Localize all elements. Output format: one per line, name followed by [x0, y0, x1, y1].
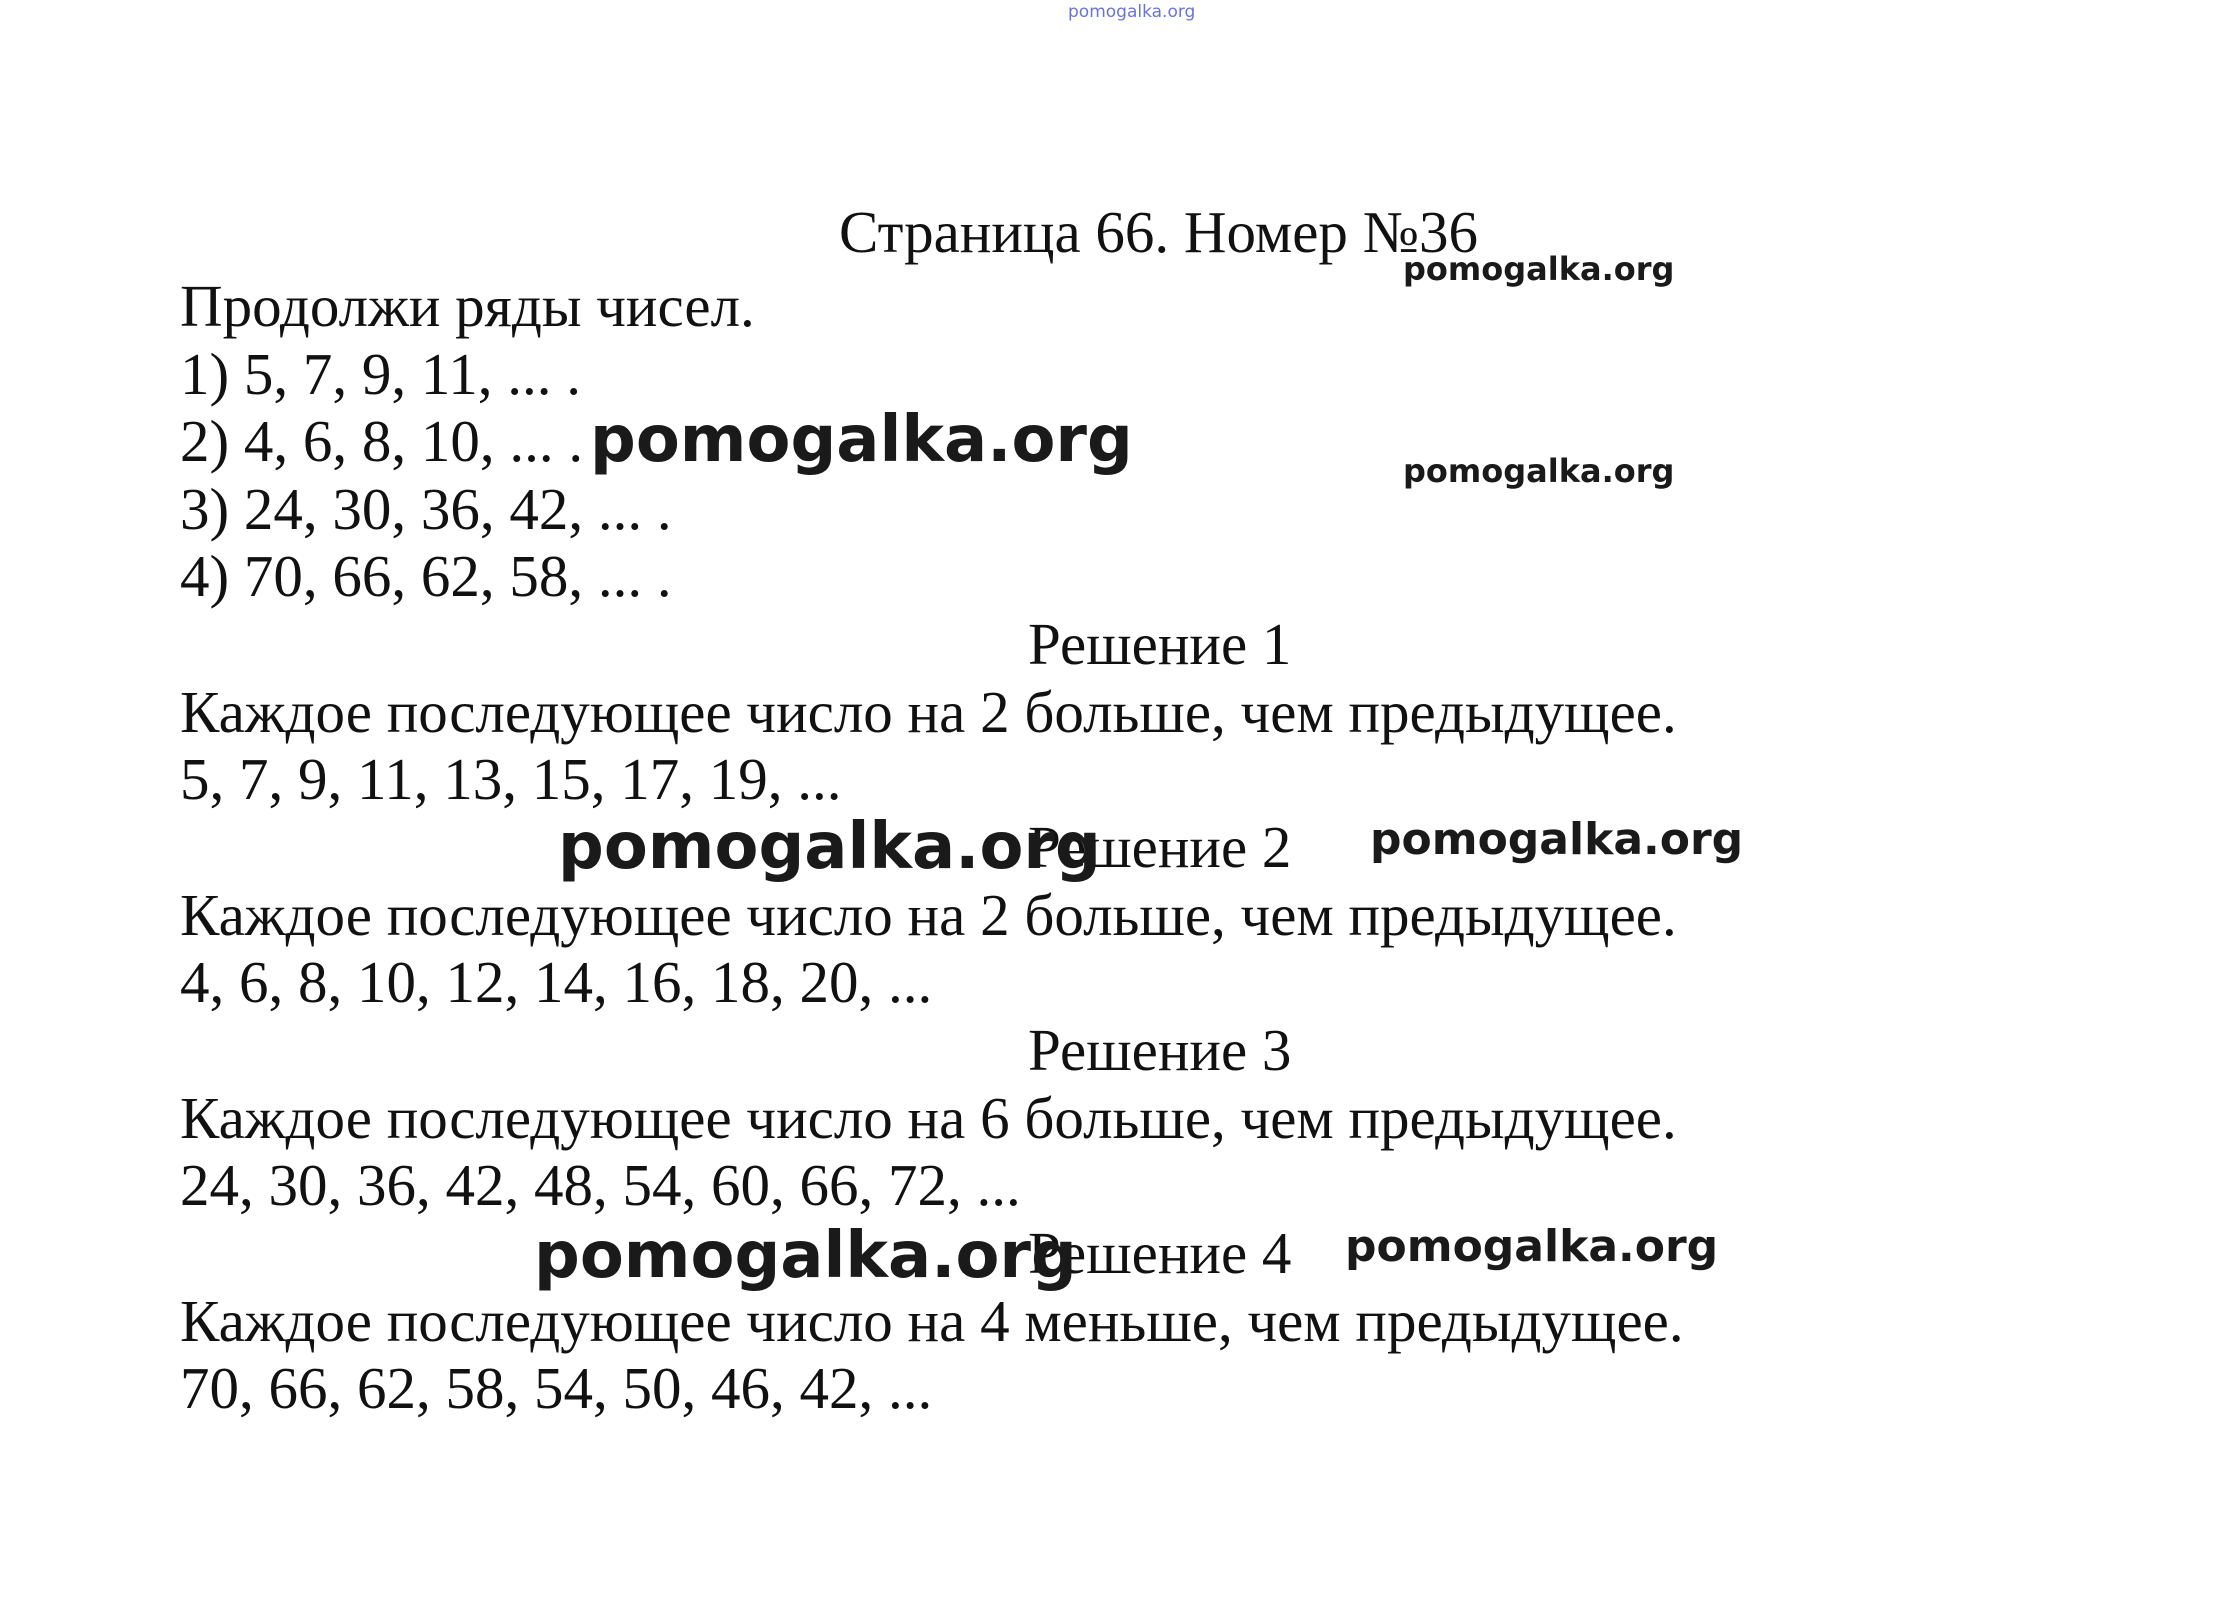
task-item-4: 4) 70, 66, 62, 58, ... .	[180, 543, 672, 609]
page-title: Страница 66. Номер №36	[839, 199, 1478, 265]
watermark-text: pomogalka.org	[1370, 814, 1744, 865]
watermark-text: pomogalka.org	[1345, 1221, 1719, 1272]
watermark-text: pomogalka.org	[534, 1219, 1077, 1293]
solution-3-sequence: 24, 30, 36, 42, 48, 54, 60, 66, 72, ...	[180, 1152, 1021, 1218]
watermark-text: pomogalka.org	[1403, 452, 1675, 490]
task-item-2: 2) 4, 6, 8, 10, ... .	[180, 408, 584, 474]
solution-1-heading: Решение 1	[1028, 611, 1292, 677]
watermark-text: pomogalka.org	[558, 810, 1101, 884]
header-watermark: pomogalka.org	[1068, 2, 1196, 22]
solution-1-sequence: 5, 7, 9, 11, 13, 15, 17, 19, ...	[180, 746, 842, 812]
solution-4-sequence: 70, 66, 62, 58, 54, 50, 46, 42, ...	[180, 1355, 933, 1421]
solution-4-heading: Решение 4	[1028, 1220, 1292, 1286]
solution-2-explanation: Каждое последующее число на 2 больше, чем предыдущее.	[180, 882, 1677, 948]
watermark-text: pomogalka.org	[590, 403, 1133, 477]
watermark-text: pomogalka.org	[1403, 250, 1675, 288]
solution-2-sequence: 4, 6, 8, 10, 12, 14, 16, 18, 20, ...	[180, 949, 933, 1015]
task-item-3: 3) 24, 30, 36, 42, ... .	[180, 476, 672, 542]
solution-1-explanation: Каждое последующее число на 2 больше, чем предыдущее.	[180, 679, 1677, 745]
solution-3-explanation: Каждое последующее число на 6 больше, чем предыдущее.	[180, 1085, 1677, 1151]
solution-2-heading: Решение 2	[1028, 814, 1292, 880]
solution-4-explanation: Каждое последующее число на 4 меньше, чем предыдущее.	[180, 1288, 1684, 1354]
task-item-1: 1) 5, 7, 9, 11, ... .	[180, 341, 581, 407]
solution-3-heading: Решение 3	[1028, 1017, 1292, 1083]
task-prompt: Продолжи ряды чисел.	[180, 273, 755, 339]
